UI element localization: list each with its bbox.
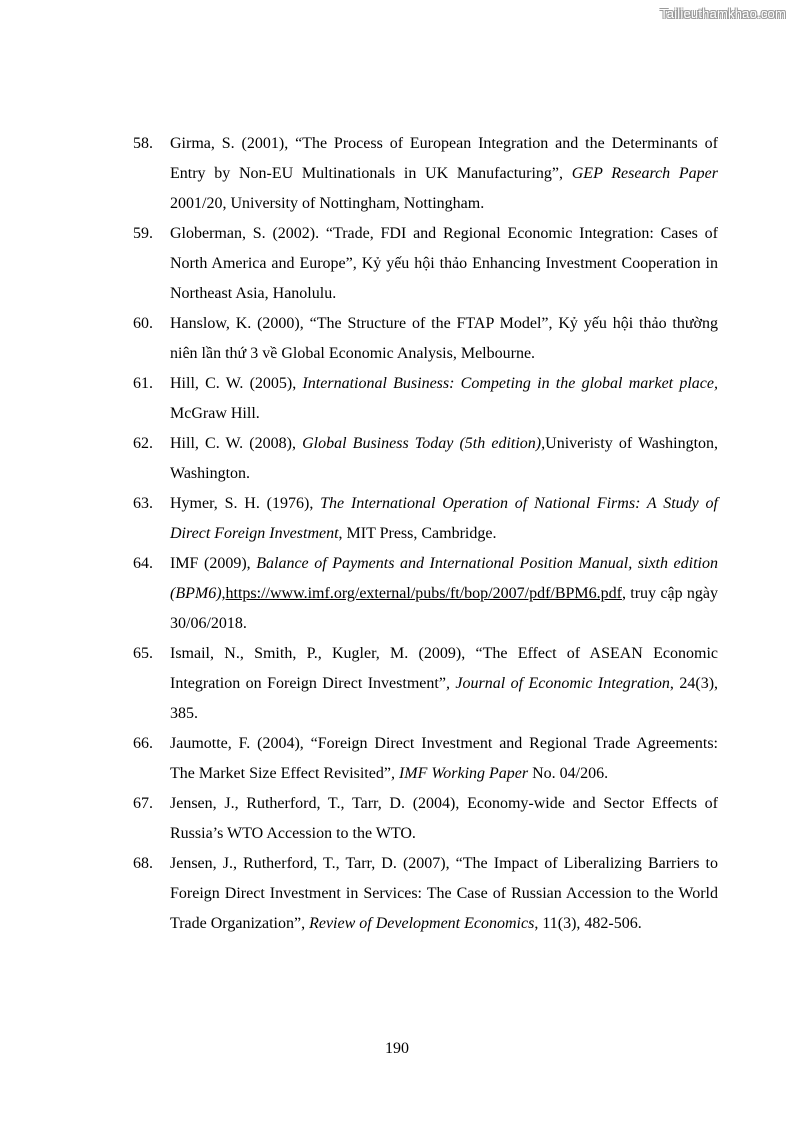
reference-italic-title: GEP Research Paper xyxy=(571,165,718,182)
reference-list xyxy=(0,129,794,939)
reference-italic-title: , IMF Working Paper xyxy=(390,765,529,782)
reference-number: 62. xyxy=(133,435,153,452)
reference-item xyxy=(0,309,718,369)
reference-item xyxy=(0,429,718,489)
reference-text-segment: Hill, C. W. (2008), xyxy=(170,435,303,452)
reference-number: 59. xyxy=(133,225,153,242)
reference-item xyxy=(0,849,718,939)
reference-item xyxy=(0,369,718,429)
reference-number: 63. xyxy=(133,495,153,512)
page-number: 190 xyxy=(385,1040,409,1057)
reference-italic-title: , Journal of Economic Integration xyxy=(445,675,670,692)
reference-text-segment: , truy cập ngày 30/06/2018. xyxy=(170,585,718,632)
reference-text-segment: No. 04/206. xyxy=(528,765,609,782)
reference-number: 65. xyxy=(133,645,153,662)
reference-text xyxy=(170,549,718,639)
reference-text-segment: McGraw Hill. xyxy=(170,405,260,422)
reference-text xyxy=(170,129,718,219)
reference-number: 61. xyxy=(133,375,153,392)
reference-text xyxy=(170,489,718,549)
reference-text-segment: 2001/20, University of Nottingham, Nottingham. xyxy=(170,195,485,212)
reference-text-segment: , 24(3), 385. xyxy=(170,675,719,722)
reference-text xyxy=(170,849,718,939)
reference-text xyxy=(170,789,718,849)
reference-item xyxy=(0,129,718,219)
reference-text-segment: Ismail, N., Smith, P., Kugler, M. (2009), “The Effect of ASEAN Economic Integration on Foreign Direct Investment” xyxy=(170,645,718,692)
reference-item xyxy=(0,729,718,789)
reference-item xyxy=(0,549,718,639)
reference-item xyxy=(0,219,718,309)
reference-text-segment: Jensen, J., Rutherford, T., Tarr, D. (2007), “The Impact of Liberalizing Barriers to Foreign Direct Investment in Services: The Case of Russian Accession to the World Trade Organization”, xyxy=(170,855,718,932)
reference-italic-title: The International Operation of National Firms: A Study of Direct Foreign Investment xyxy=(170,495,719,542)
reference-number: 64. xyxy=(133,555,153,572)
reference-text-segment: , xyxy=(221,585,226,602)
reference-text-segment: Univeristy of Washington, Washington. xyxy=(170,435,719,482)
reference-item xyxy=(0,789,718,849)
reference-text-segment: Hymer, S. H. (1976), xyxy=(170,495,321,512)
reference-text-segment: Jensen, J., Rutherford, T., Tarr, D. (2004), Economy-wide and Sector Effects of Russia’s WTO Accession to the WTO. xyxy=(170,795,718,842)
reference-italic-title: Global Business Today (5th edition), xyxy=(302,435,546,452)
reference-text-segment: Hanslow, K. (2000), “The Structure of the FTAP Model”, Kỷ yếu hội thảo thường niên lần thứ 3 về Global Economic Analysis, Melbourne. xyxy=(170,315,718,362)
reference-text-segment: IMF (2009), xyxy=(170,555,257,572)
reference-italic-title: Balance of Payments and International Position Manual, sixth edition (BPM6) xyxy=(170,555,718,602)
reference-text-segment: , MIT Press, Cambridge. xyxy=(338,525,497,542)
reference-text-segment: , 11(3), 482-506. xyxy=(534,915,642,932)
reference-text xyxy=(170,369,718,429)
reference-text-segment: Jaumotte, F. (2004), “Foreign Direct Investment and Regional Trade Agreements: The Market Size Effect Revisited” xyxy=(170,735,718,782)
reference-text xyxy=(170,639,718,729)
reference-italic-title: Review of Development Economics xyxy=(309,915,535,932)
reference-item xyxy=(0,489,718,549)
reference-number: 60. xyxy=(133,315,153,332)
reference-item xyxy=(0,639,718,729)
reference-number: 68. xyxy=(133,855,153,872)
reference-number: 66. xyxy=(133,735,153,752)
reference-text xyxy=(170,309,718,369)
reference-text xyxy=(170,219,718,309)
reference-text xyxy=(170,429,718,489)
reference-number: 58. xyxy=(133,135,153,152)
reference-number: 67. xyxy=(133,795,153,812)
watermark-text: Tailieuthamkhao.com xyxy=(660,6,786,21)
reference-text-segment: Girma, S. (2001), “The Process of European Integration and the Determinants of Entry by Non-EU Multinationals in UK Manufacturing”, xyxy=(170,135,718,182)
reference-link[interactable]: https://www.imf.org/external/pubs/ft/bop/2007/pdf/BPM6.pdf xyxy=(225,585,622,602)
reference-text xyxy=(170,729,718,789)
reference-text-segment: Globerman, S. (2002). “Trade, FDI and Regional Economic Integration: Cases of North America and Europe”, Kỷ yếu hội thảo Enhancing Investment Cooperation in Northeast Asia, Hanolulu. xyxy=(170,225,718,302)
reference-italic-title: International Business: Competing in the global market place, xyxy=(302,375,718,392)
reference-text-segment: Hill, C. W. (2005), xyxy=(170,375,303,392)
